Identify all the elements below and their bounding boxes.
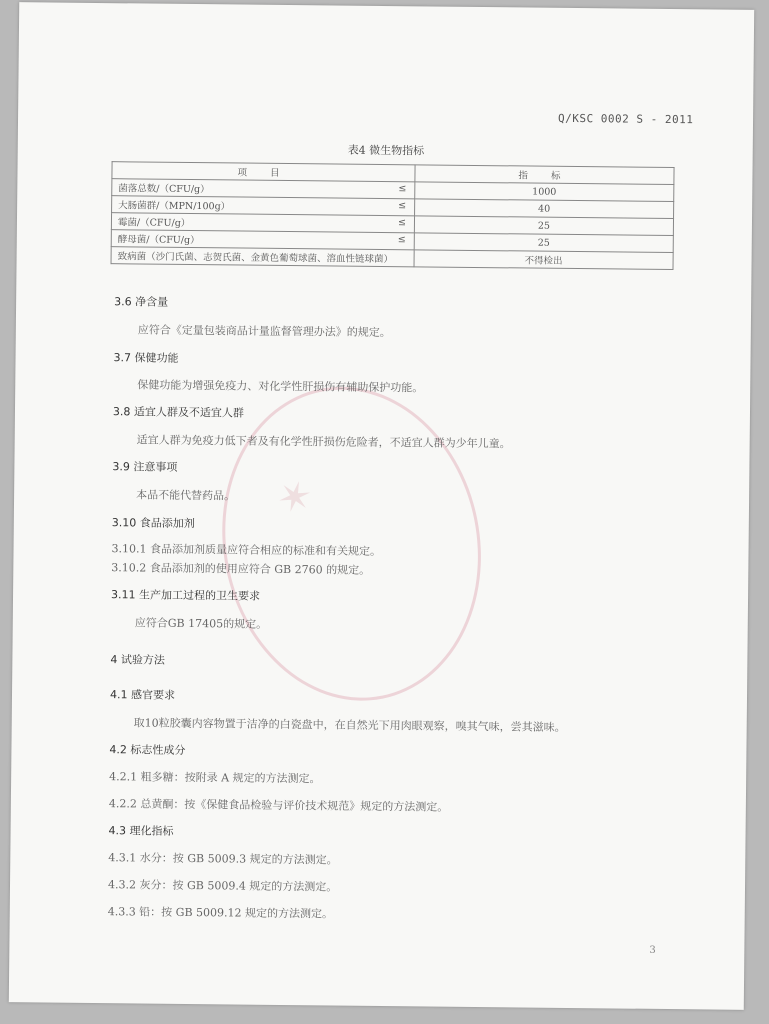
- row-value: 1000: [415, 182, 674, 202]
- subsection-text: 4.3.2 灰分：按 GB 5009.4 规定的方法测定。: [107, 878, 338, 894]
- row-item: 菌落总数/（CFU/g） ≤: [112, 179, 415, 199]
- comparator: ≤: [398, 200, 407, 212]
- subsection-text: 3.10.1 食品添加剂质量应符合相应的标准和有关规定。: [111, 542, 382, 558]
- row-value: 不得检出: [414, 250, 673, 270]
- row-value: 25: [414, 216, 673, 236]
- section-heading: 3.8 适宜人群及不适宜人群: [112, 405, 245, 420]
- standard-code: Q/KSC 0002 S - 2011: [558, 111, 694, 127]
- table-title: 表4 微生物指标: [347, 143, 425, 158]
- comparator: ≤: [397, 234, 406, 246]
- row-value: 25: [414, 233, 673, 253]
- comparator: ≤: [398, 183, 407, 195]
- header-item: 项 目: [112, 162, 415, 182]
- section-heading: 4.2 标志性成分: [109, 743, 186, 757]
- section-heading: 3.7 保健功能: [113, 351, 179, 365]
- section-body: 取10粒胶囊内容物置于洁净的白瓷盘中，在自然光下用肉眼观察，嗅其气味，尝其滋味。: [133, 716, 566, 734]
- subsection-text: 4.3.1 水分：按 GB 5009.3 规定的方法测定。: [108, 851, 338, 867]
- section-heading: 3.11 生产加工过程的卫生要求: [110, 588, 261, 603]
- row-item: 致病菌（沙门氏菌、志贺氏菌、金黄色葡萄球菌、溶血性链球菌）: [111, 247, 414, 267]
- row-value: 40: [415, 199, 674, 219]
- subsection-text: 3.10.2 食品添加剂的使用应符合 GB 2760 的规定。: [111, 561, 371, 577]
- section-heading: 4.3 理化指标: [108, 824, 174, 838]
- subsection-text: 4.2.2 总黄酮：按《保健食品检验与评价技术规范》规定的方法测定。: [108, 797, 449, 814]
- microbiology-table: [111, 161, 675, 270]
- section-body: 适宜人群为免疫力低下者及有化学性肝损伤危险者，不适宜人群为少年儿童。: [136, 433, 511, 451]
- header-value: 指 标: [415, 165, 674, 185]
- section-body: 本品不能代替药品。: [136, 488, 236, 503]
- subsection-text: 4.3.3 铅：按 GB 5009.12 规定的方法测定。: [107, 905, 334, 921]
- seal-mark: ✶: [265, 473, 324, 526]
- section-body: 保健功能为增强免疫力、对化学性肝损伤有辅助保护功能。: [137, 378, 424, 395]
- section-heading: 3.10 食品添加剂: [111, 516, 195, 531]
- subsection-text: 4.2.1 粗多糖：按附录 A 规定的方法测定。: [109, 770, 321, 786]
- row-item: 酵母菌/（CFU/g） ≤: [111, 230, 414, 250]
- document-page: [9, 2, 754, 1010]
- section-body: 应符合GB 17405的规定。: [134, 616, 268, 631]
- comparator: ≤: [397, 217, 407, 229]
- chapter-heading: 4 试验方法: [110, 653, 165, 667]
- row-item: 霉菌/（CFU/g） ≤: [111, 213, 414, 233]
- section-heading: 3.9 注意事项: [112, 460, 178, 474]
- section-body: 应符合《定量包装商品计量监督管理办法》的规定。: [137, 323, 391, 340]
- page-number: 3: [649, 944, 656, 956]
- section-heading: 3.6 净含量: [114, 295, 169, 309]
- row-item: 大肠菌群/（MPN/100g） ≤: [112, 196, 415, 216]
- section-heading: 4.1 感官要求: [109, 688, 176, 702]
